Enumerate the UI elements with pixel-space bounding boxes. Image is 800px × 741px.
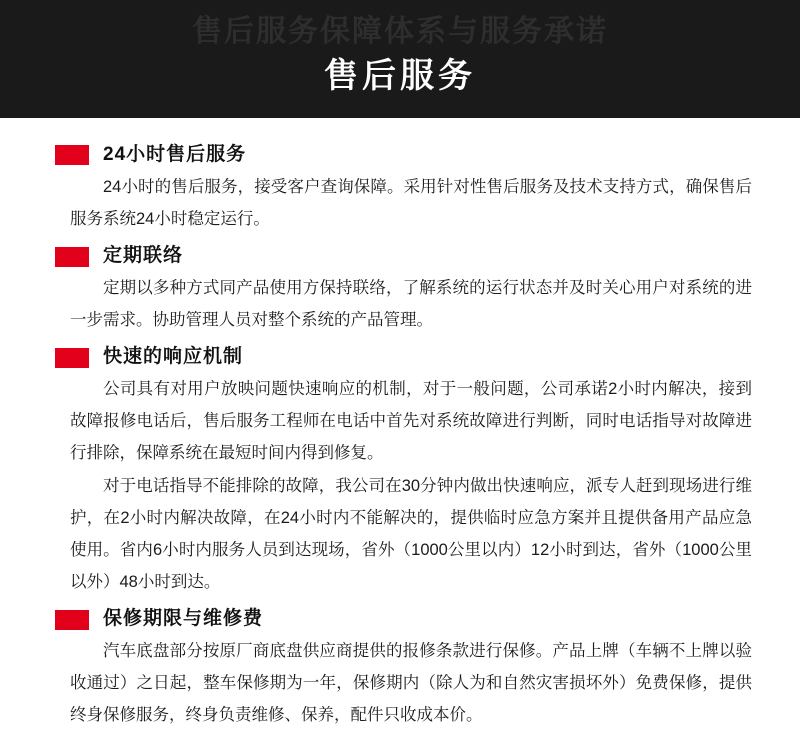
section-title: 保修期限与维修费 bbox=[103, 608, 264, 630]
section-paragraph: 公司具有对用户放映问题快速响应的机制，对于一般问题，公司承诺2小时内解决，接到故障报修电话后，售后服务工程师在电话中首先对系统故障进行判断，同时电话指导对故障进行排除，保障系统在最短时间内得到修复。 bbox=[70, 380, 752, 463]
section-header bbox=[40, 608, 760, 631]
red-square-bullet-icon bbox=[55, 247, 89, 267]
section-header bbox=[40, 346, 760, 369]
section-regular-contact bbox=[40, 245, 760, 336]
section-paragraph: 24小时的售后服务，接受客户查询保障。采用针对性售后服务及技术支持方式，确保售后服务系统24小时稳定运行。 bbox=[70, 177, 752, 228]
section-header bbox=[40, 144, 760, 167]
section-header bbox=[40, 245, 760, 268]
section-title: 24小时售后服务 bbox=[103, 144, 247, 165]
page-title: 售后服务 bbox=[324, 57, 476, 95]
red-square-bullet-icon bbox=[55, 610, 89, 630]
header-watermark-text: 售后服务保障体系与服务承诺 bbox=[192, 15, 608, 48]
red-square-bullet-icon bbox=[55, 145, 89, 165]
red-square-bullet-icon bbox=[55, 348, 89, 368]
section-title: 定期联络 bbox=[103, 245, 184, 267]
section-fast-response bbox=[40, 346, 760, 598]
section-paragraph: 定期以多种方式同产品使用方保持联络，了解系统的运行状态并及时关心用户对系统的进一步需求。协助管理人员对整个系统的产品管理。 bbox=[70, 278, 752, 330]
page-header-banner bbox=[0, 0, 800, 118]
content-body bbox=[0, 118, 800, 732]
section-paragraph: 对于电话指导不能排除的故障，我公司在30分钟内做出快速响应，派专人赶到现场进行维护，在2小时内解决故障，在24小时内不能解决的，提供临时应急方案并且提供备用产品应急使用。省内6小时内服务人员到达现场，省外（1000公里以内）12小时到达，省外（1000公里以外）48小时到达。 bbox=[70, 476, 752, 592]
section-title: 快速的响应机制 bbox=[103, 346, 244, 368]
section-warranty-period bbox=[40, 608, 760, 731]
section-24h-service bbox=[40, 144, 760, 235]
section-paragraph: 汽车底盘部分按原厂商底盘供应商提供的报修条款进行保修。产品上牌（车辆不上牌以验收通过）之日起，整车保修期为一年，保修期内（除人为和自然灾害损坏外）免费保修，提供终身保修服务，终身负责维修、保养，配件只收成本价。 bbox=[70, 642, 752, 725]
